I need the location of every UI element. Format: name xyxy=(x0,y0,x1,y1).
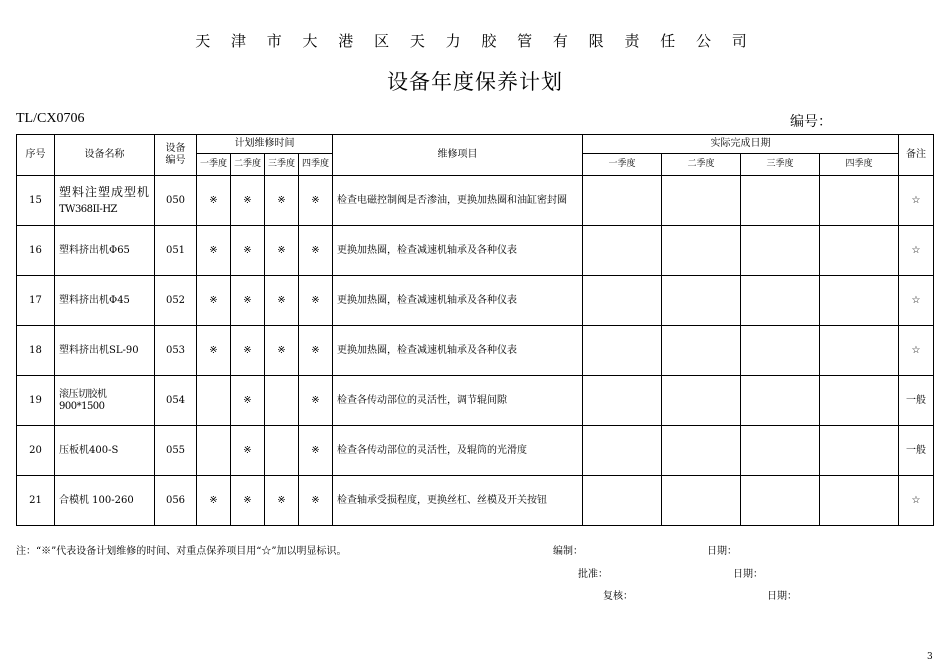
row-plan-q2: ※ xyxy=(231,476,265,526)
row-seq: 19 xyxy=(17,376,55,426)
header-plan-q2: 二季度 xyxy=(231,154,265,176)
row-maintenance-items: 更换加热圈，检查减速机轴承及各种仪表 xyxy=(333,226,583,276)
row-actual-q3[interactable] xyxy=(741,376,820,426)
row-equipment-code: 055 xyxy=(155,426,197,476)
row-plan-q1: ※ xyxy=(197,476,231,526)
row-equipment-name-line2: TW368II-HZ xyxy=(59,203,117,215)
row-seq: 17 xyxy=(17,276,55,326)
row-actual-q3[interactable] xyxy=(741,476,820,526)
row-actual-q3[interactable] xyxy=(741,276,820,326)
row-actual-q3[interactable] xyxy=(741,426,820,476)
row-seq: 15 xyxy=(17,176,55,226)
row-plan-q1 xyxy=(197,376,231,426)
header-maintenance-items: 维修项目 xyxy=(333,135,583,176)
row-plan-q4: ※ xyxy=(299,276,333,326)
row-equipment-name: 压板机400-S xyxy=(55,426,155,476)
row-actual-q3[interactable] xyxy=(741,176,820,226)
number-label: 编号： xyxy=(790,114,832,130)
row-plan-q3: ※ xyxy=(265,226,299,276)
row-remark: 一般 xyxy=(899,376,934,426)
row-plan-q1: ※ xyxy=(197,276,231,326)
row-equipment-name: 塑料挤出机Φ65 xyxy=(55,226,155,276)
header-equipment-name: 设备名称 xyxy=(55,135,155,176)
header-seq: 序号 xyxy=(17,135,55,176)
table-row xyxy=(17,426,934,476)
row-actual-q1[interactable] xyxy=(583,476,662,526)
table-row xyxy=(17,276,934,326)
row-equipment-code: 053 xyxy=(155,326,197,376)
row-maintenance-items: 检查电磁控制阀是否渗油，更换加热圈和油缸密封圈 xyxy=(333,176,583,226)
row-actual-q2[interactable] xyxy=(662,376,741,426)
header-actual-q1: 一季度 xyxy=(583,154,662,176)
row-seq: 16 xyxy=(17,226,55,276)
row-equipment-name xyxy=(55,176,155,226)
header-equipment-id xyxy=(155,135,197,176)
row-actual-q1[interactable] xyxy=(583,326,662,376)
header-planned-time: 计划维修时间 xyxy=(197,135,333,154)
row-plan-q4: ※ xyxy=(299,476,333,526)
header-actual-q3: 三季度 xyxy=(741,154,820,176)
row-plan-q2: ※ xyxy=(231,426,265,476)
row-maintenance-items: 检查各传动部位的灵活性，调节辊间隙 xyxy=(333,376,583,426)
row-remark: 一般 xyxy=(899,426,934,476)
header-equipment-id-top: 设备 xyxy=(165,143,186,154)
maintenance-plan-table xyxy=(16,134,934,526)
row-plan-q1: ※ xyxy=(197,226,231,276)
reviewed-date-label: 日期： xyxy=(767,591,797,602)
row-actual-q4[interactable] xyxy=(820,426,899,476)
table-row xyxy=(17,176,934,226)
approved-date-label: 日期： xyxy=(733,569,763,580)
row-actual-q1[interactable] xyxy=(583,426,662,476)
row-plan-q3 xyxy=(265,376,299,426)
row-plan-q1 xyxy=(197,426,231,476)
row-plan-q4: ※ xyxy=(299,226,333,276)
table-row xyxy=(17,326,934,376)
row-actual-q2[interactable] xyxy=(662,276,741,326)
header-actual-q2: 二季度 xyxy=(662,154,741,176)
row-actual-q1[interactable] xyxy=(583,176,662,226)
row-actual-q4[interactable] xyxy=(820,226,899,276)
approved-by-label: 批准： xyxy=(578,569,608,580)
header-equipment-id-bottom: 编号 xyxy=(165,155,186,166)
row-remark: ☆ xyxy=(899,176,934,226)
row-plan-q4: ※ xyxy=(299,176,333,226)
row-plan-q2: ※ xyxy=(231,226,265,276)
row-equipment-name-line1: 塑料注塑成型机 xyxy=(59,185,151,200)
row-maintenance-items: 检查轴承受损程度，更换丝杠、丝模及开关按钮 xyxy=(333,476,583,526)
row-maintenance-items: 更换加热圈，检查减速机轴承及各种仪表 xyxy=(333,276,583,326)
row-maintenance-items: 检查各传动部位的灵活性，及辊筒的光滑度 xyxy=(333,426,583,476)
row-actual-q2[interactable] xyxy=(662,326,741,376)
header-actual-completion: 实际完成日期 xyxy=(583,135,899,154)
row-equipment-code: 052 xyxy=(155,276,197,326)
row-remark: ☆ xyxy=(899,326,934,376)
row-plan-q2: ※ xyxy=(231,276,265,326)
row-equipment-code: 051 xyxy=(155,226,197,276)
table-header-row xyxy=(17,135,934,154)
row-actual-q2[interactable] xyxy=(662,476,741,526)
table-row xyxy=(17,226,934,276)
row-equipment-code: 056 xyxy=(155,476,197,526)
row-plan-q3: ※ xyxy=(265,176,299,226)
header-plan-q4: 四季度 xyxy=(299,154,333,176)
row-actual-q4[interactable] xyxy=(820,276,899,326)
row-actual-q2[interactable] xyxy=(662,176,741,226)
row-actual-q1[interactable] xyxy=(583,376,662,426)
row-equipment-name: 滚压切胶机 900*1500 xyxy=(55,376,155,426)
footnote: 注：“※”代表设备计划维修的时间、对重点保养项目用“☆”加以明显标识。 xyxy=(16,546,347,557)
header-remark: 备注 xyxy=(899,135,934,176)
row-plan-q4: ※ xyxy=(299,326,333,376)
row-actual-q1[interactable] xyxy=(583,276,662,326)
row-plan-q3: ※ xyxy=(265,476,299,526)
row-plan-q3: ※ xyxy=(265,276,299,326)
row-seq: 21 xyxy=(17,476,55,526)
row-equipment-code: 054 xyxy=(155,376,197,426)
row-actual-q4[interactable] xyxy=(820,326,899,376)
row-plan-q4: ※ xyxy=(299,426,333,476)
reviewed-by-label: 复核： xyxy=(603,591,633,602)
row-equipment-name: 塑料挤出机Φ45 xyxy=(55,276,155,326)
row-equipment-name: 塑料挤出机SL-90 xyxy=(55,326,155,376)
header-actual-q4: 四季度 xyxy=(820,154,899,176)
compiled-by-label: 编制： xyxy=(553,546,583,557)
header-plan-q3: 三季度 xyxy=(265,154,299,176)
header-plan-q1: 一季度 xyxy=(197,154,231,176)
row-plan-q2: ※ xyxy=(231,326,265,376)
company-name: 天 津 市 大 港 区 天 力 胶 管 有 限 责 任 公 司 xyxy=(195,32,755,50)
table-row xyxy=(17,476,934,526)
row-plan-q3: ※ xyxy=(265,326,299,376)
row-plan-q3 xyxy=(265,426,299,476)
row-plan-q4: ※ xyxy=(299,376,333,426)
row-actual-q2[interactable] xyxy=(662,426,741,476)
row-actual-q1[interactable] xyxy=(583,226,662,276)
page-number: 3 xyxy=(927,652,933,662)
row-seq: 18 xyxy=(17,326,55,376)
row-plan-q1: ※ xyxy=(197,176,231,226)
row-actual-q4[interactable] xyxy=(820,176,899,226)
row-equipment-code: 050 xyxy=(155,176,197,226)
row-remark: ☆ xyxy=(899,226,934,276)
row-equipment-name: 合模机 100-260 xyxy=(55,476,155,526)
row-actual-q3[interactable] xyxy=(741,226,820,276)
row-remark: ☆ xyxy=(899,476,934,526)
document-title: 设备年度保养计划 xyxy=(387,70,563,94)
row-plan-q2: ※ xyxy=(231,376,265,426)
row-remark: ☆ xyxy=(899,276,934,326)
row-actual-q3[interactable] xyxy=(741,326,820,376)
document-code: TL/CX0706 xyxy=(16,111,85,126)
row-actual-q4[interactable] xyxy=(820,476,899,526)
row-maintenance-items: 更换加热圈，检查减速机轴承及各种仪表 xyxy=(333,326,583,376)
row-actual-q2[interactable] xyxy=(662,226,741,276)
row-plan-q2: ※ xyxy=(231,176,265,226)
table-row xyxy=(17,376,934,426)
row-actual-q4[interactable] xyxy=(820,376,899,426)
compiled-date-label: 日期： xyxy=(707,546,737,557)
row-plan-q1: ※ xyxy=(197,326,231,376)
row-seq: 20 xyxy=(17,426,55,476)
